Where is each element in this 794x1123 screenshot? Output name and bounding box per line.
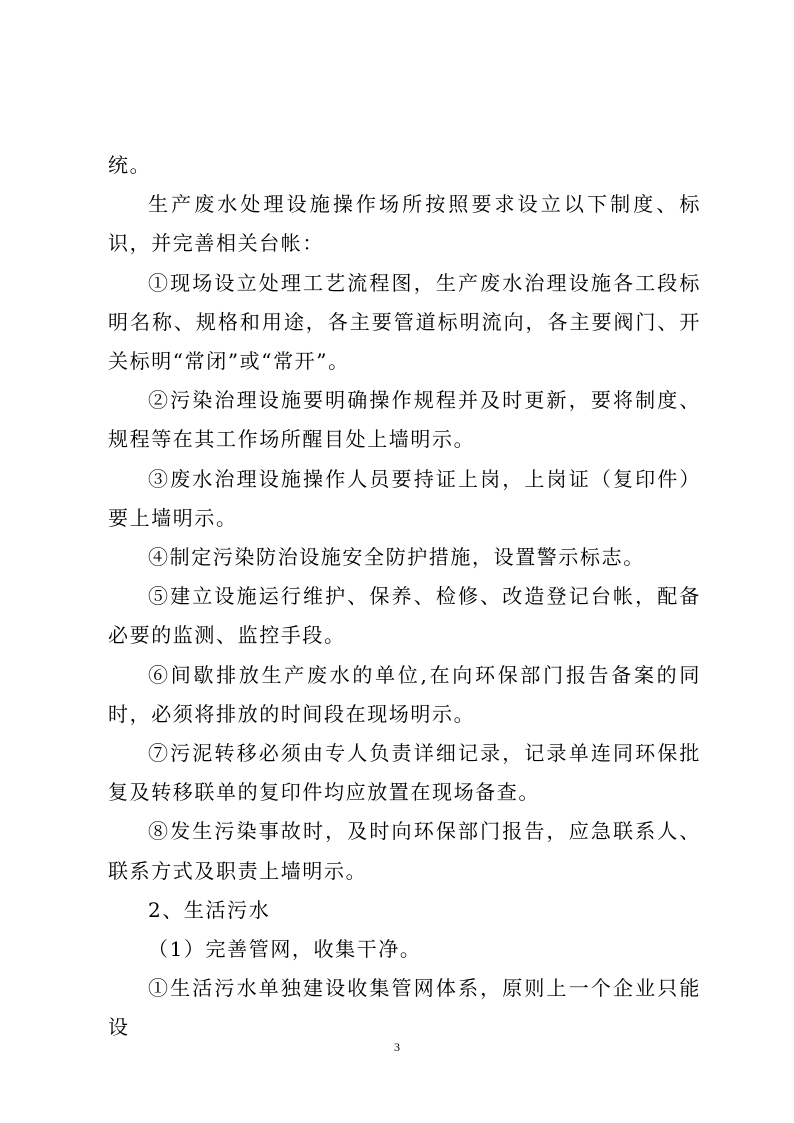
- paragraph-item-7: ⑦污泥转移必须由专人负责详细记录，记录单连同环保批复及转移联单的复印件均应放置在现场备查。: [108, 741, 701, 805]
- paragraph-item-3: ③废水治理设施操作人员要持证上岗，上岗证（复印件）要上墙明示。: [108, 466, 701, 530]
- paragraph-item-8: ⑧发生污染事故时，及时向环保部门报告，应急联系人、联系方式及职责上墙明示。: [108, 819, 701, 883]
- paragraph-item-5: ⑤建立设施运行维护、保养、检修、改造登记台帐，配备必要的监测、监控手段。: [108, 584, 701, 648]
- subsection-heading: （1）完善管网，收集干净。: [148, 937, 422, 962]
- page-number: 3: [394, 1040, 400, 1054]
- document-body: [108, 146, 701, 1048]
- section-heading-domestic-sewage: 2、生活污水: [148, 897, 271, 922]
- paragraph-intro: 生产废水处理设施操作场所按照要求设立以下制度、标识，并完善相关台帐：: [108, 192, 701, 256]
- paragraph-item-4: ④制定污染防治设施安全防护措施，设置警示标志。: [148, 545, 645, 570]
- paragraph-item-2: ②污染治理设施要明确操作规程并及时更新，要将制度、规程等在其工作场所醒目处上墙明示。: [108, 388, 701, 452]
- paragraph-item-1: ①现场设立处理工艺流程图，生产废水治理设施各工段标明名称、规格和用途，各主要管道标明流向，各主要阀门、开关标明“常闭”或“常开”。: [108, 270, 701, 374]
- paragraph-item-6: ⑥间歇排放生产废水的单位,在向环保部门报告备案的同时，必须将排放的时间段在现场明示。: [108, 662, 701, 726]
- paragraph-sub-item-1: ①生活污水单独建设收集管网体系，原则上一个企业只能设: [108, 976, 701, 1040]
- paragraph-continuation: 统。: [108, 153, 152, 177]
